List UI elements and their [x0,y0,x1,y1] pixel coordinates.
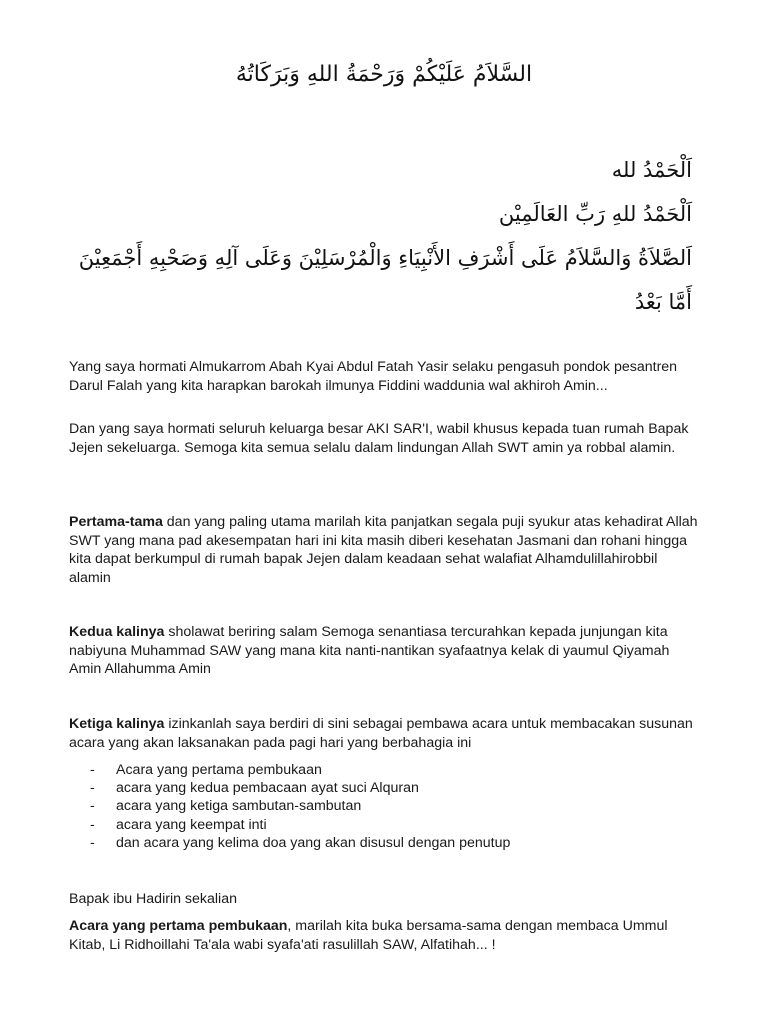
paragraph-text: sholawat beriring salam Semoga senantiasa tercurahkan kepada junjungan kita nabiyuna Muhammad SAW yang mana kita nanti-nantikan syafaatnya kelak di yaumul Qiyamah Amin Allahumma Amin [69,624,670,677]
bullet-dash: - [90,816,95,833]
paragraph-pertama [69,513,699,587]
list-item-text: dan acara yang kelima doa yang akan disusul dengan penutup [116,834,511,851]
paragraph-lead: Acara yang pertama pembukaan [69,918,288,934]
paragraph-lead: Pertama-tama [69,514,163,530]
arabic-line-hamdalah-full: اَلْحَمْدُ للهِ رَبِّ العَالَمِيْن [498,202,692,226]
paragraph-lead: Kedua kalinya [69,624,165,640]
paragraph-text: Dan yang saya hormati seluruh keluarga besar AKI SAR'I, wabil khusus kepada tuan rumah Bapak Jejen sekeluarga. Semoga kita semua selalu dalam lindungan Allah SWT amin ya robbal alamin. [69,421,689,456]
list-item-text: acara yang keempat inti [116,816,267,833]
paragraph-kedua [69,623,699,679]
list-item-text: acara yang kedua pembacaan ayat suci Alquran [116,780,419,797]
paragraph-text: Yang saya hormati Almukarrom Abah Kyai Abdul Fatah Yasir selaku pengasuh pondok pesantren Darul Falah yang kita harapkan barokah ilmunya Fiddini waddunia wal akhiroh Amin... [69,359,678,394]
arabic-line-amma-badu: أَمَّا بَعْدُ [634,290,692,314]
arabic-line-hamdalah: اَلْحَمْدُ لله [611,158,692,182]
list-item [90,834,510,852]
list-item [90,761,510,779]
bullet-dash: - [90,798,95,815]
list-item-text: Acara yang pertama pembukaan [116,762,322,778]
paragraph-hadirin [69,890,699,909]
bullet-dash: - [90,834,95,851]
paragraph-text: dan yang paling utama marilah kita panjatkan segala puji syukur atas kehadirat Allah SWT yang mana pad akesempatan hari ini kita masih diberi kesehatan Jasmani dan rohani hingga kita dapat berkumpul di rumah bapak Jejen dalam keadaan sehat walafiat Alhamdulillahirobbil alamin [69,514,698,586]
paragraph-text: Bapak ibu Hadirin sekalian [69,891,237,907]
agenda-list [90,761,510,852]
paragraph-text: izinkanlah saya berdiri di sini sebagai pembawa acara untuk membacakan susunan acara yang akan laksanakan pada pagi hari yang berbahagia ini [69,716,693,751]
paragraph-hormat-kyai [69,358,699,395]
paragraph-pembukaan [69,917,699,954]
arabic-greeting: السَّلاَمُ عَلَيْكُمْ وَرَحْمَةُ اللهِ وَبَرَكَاتُهُ [235,62,533,87]
bullet-dash: - [90,780,95,797]
arabic-line-sholawat: اَلصَّلاَةُ وَالسَّلاَمُ عَلَى أَشْرَفِ الأَنْبِيَاءِ وَالْمُرْسَلِيْنَ وَعَلَى آلِهِ وَصَحْبِهِ أَجْمَعِيْنَ [78,246,692,270]
list-item-text: acara yang ketiga sambutan-sambutan [116,798,362,815]
paragraph-lead: Ketiga kalinya [69,716,165,732]
list-item [90,816,510,834]
list-item [90,797,510,815]
paragraph-ketiga [69,715,699,752]
bullet-dash: - [90,762,95,778]
paragraph-text: , marilah kita buka bersama-sama dengan membaca Ummul Kitab, Li Ridhoillahi Ta'ala wabi syafa'ati rasulillah SAW, Alfatihah... ! [69,918,668,953]
list-item [90,779,510,797]
paragraph-hormat-keluarga [69,420,699,457]
arabic-opening [60,148,692,324]
